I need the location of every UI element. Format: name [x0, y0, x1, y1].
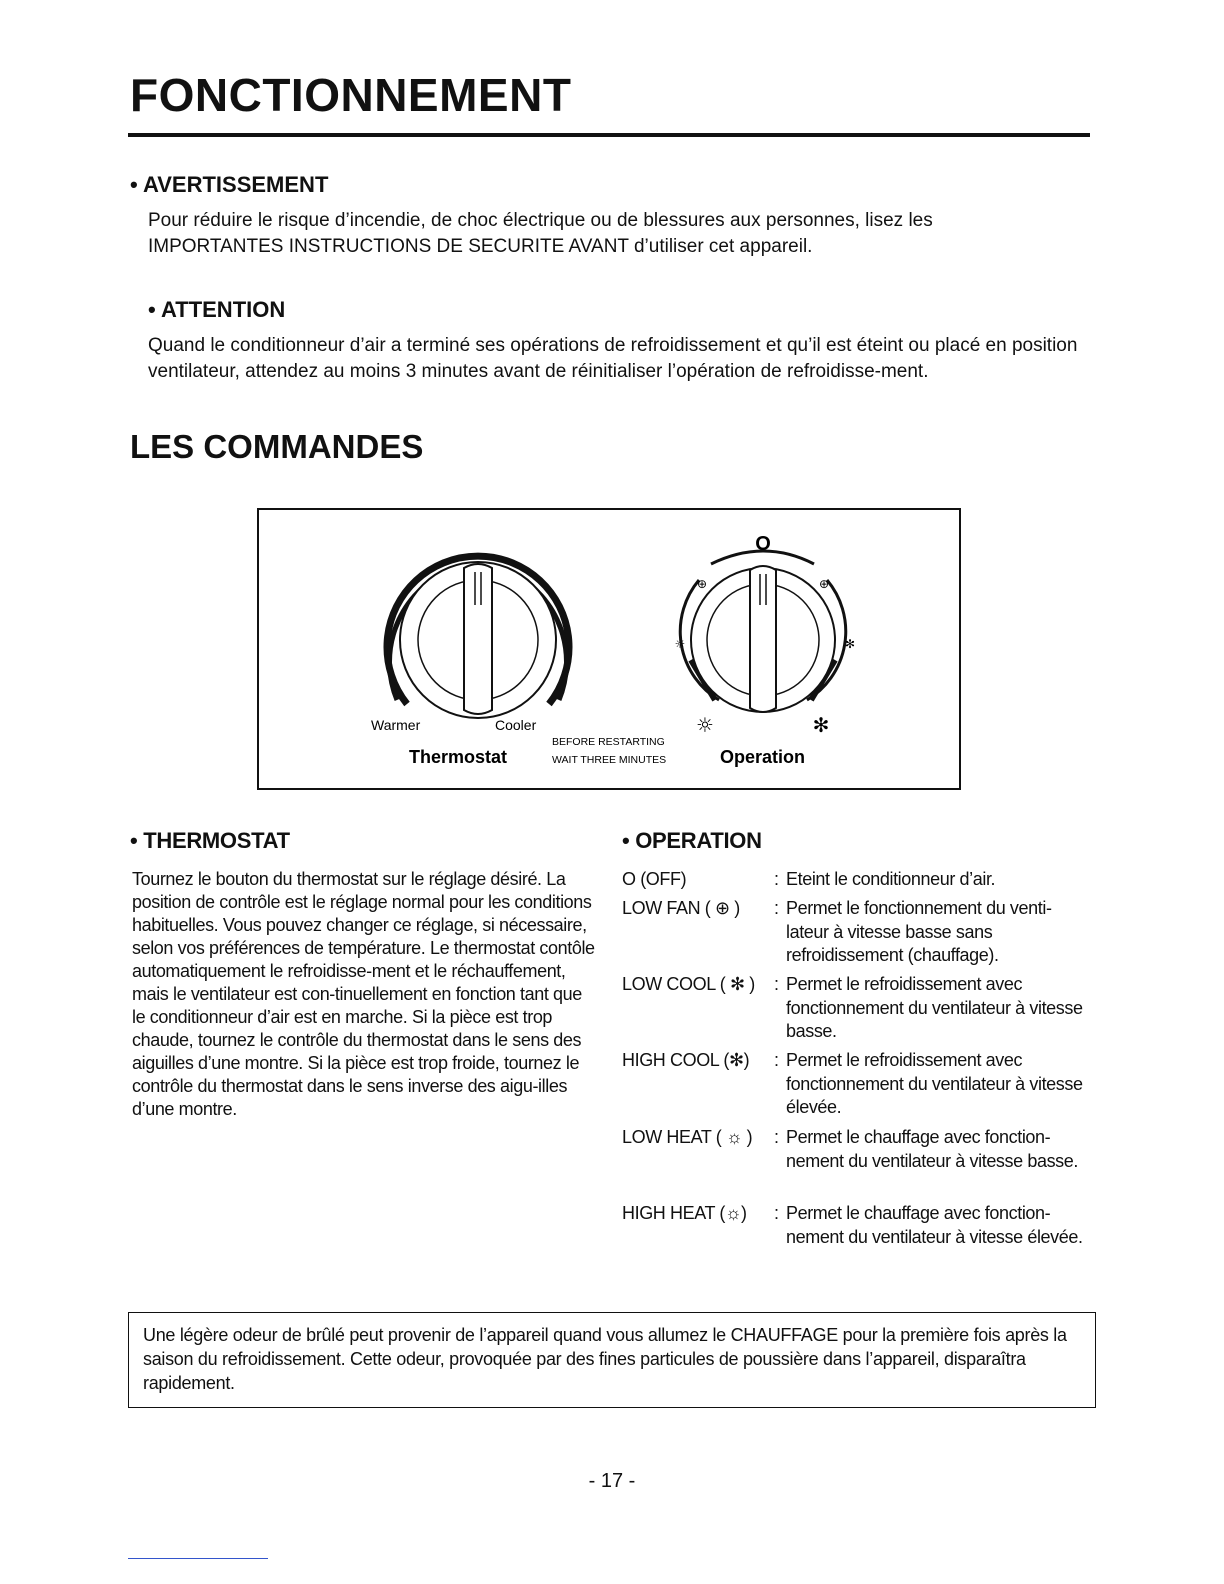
page-title: FONCTIONNEMENT [130, 69, 572, 121]
low-fan-mark-right: ⊕ [818, 577, 830, 591]
warning-heading: • AVERTISSEMENT [130, 172, 329, 197]
mode-label: LOW HEAT ( ☼ ) [622, 1127, 753, 1147]
mode-label: HIGH HEAT (☼) [622, 1203, 747, 1223]
mode-row-low-cool [622, 973, 1092, 1045]
mode-description: Permet le refroidissement avec fonctionnement du ventilateur à vitesse basse. [786, 974, 1083, 1041]
operation-label: Operation [720, 747, 806, 767]
mode-row-low-heat [622, 1126, 1092, 1198]
high-heat-icon: ☼ [696, 713, 714, 737]
attention-heading: • ATTENTION [148, 297, 286, 322]
mode-colon: : [774, 898, 779, 918]
mode-label: LOW FAN ( ⊕ ) [622, 898, 740, 918]
cooler-label: Cooler [495, 717, 537, 733]
mode-description: Permet le chauffage avec fonction-nement du ventilateur à vitesse élevée. [786, 1203, 1083, 1247]
attention-text: Quand le conditionneur d’air a terminé ses opérations de refroidissement et qu’il est éteint ou placé en position ventilateur, attendez au moins 3 minutes avant de réinitialiser l’opération de refroidisse-ment. [148, 335, 1078, 382]
wait-three-minutes-label: WAIT THREE MINUTES [552, 754, 667, 766]
off-mark: O [755, 533, 771, 555]
mode-description: Permet le fonctionnement du venti-lateur à vitesse basse sans refroidissement (chauffage). [786, 898, 1052, 965]
mode-row-high-cool [622, 1049, 1092, 1121]
mode-colon: : [774, 1127, 779, 1147]
mode-row-low-fan [622, 897, 1092, 969]
high-cool-icon: ✻ [812, 713, 830, 737]
thermostat-grip [464, 564, 492, 714]
note-box [128, 1312, 1096, 1408]
mode-colon: : [774, 869, 779, 889]
mode-description: Eteint le conditionneur d’air. [786, 869, 996, 889]
mode-colon: : [774, 974, 779, 994]
before-restarting-label: BEFORE RESTARTING [552, 736, 665, 748]
warmer-label: Warmer [371, 717, 421, 733]
thermostat-heading: • THERMOSTAT [130, 828, 290, 853]
operation-knob [675, 533, 855, 737]
mode-row-off [622, 868, 1092, 892]
mode-colon: : [774, 1050, 779, 1070]
mode-row-high-heat [622, 1202, 1092, 1274]
page-number: - 17 - [588, 1470, 636, 1492]
footer-line [128, 1558, 268, 1559]
low-cool-mark: ✻ [844, 637, 856, 651]
mode-description: Permet le refroidissement avec fonctionnement du ventilateur à vitesse élevée. [786, 1050, 1083, 1117]
operation-heading: • OPERATION [622, 828, 762, 853]
mode-description: Permet le chauffage avec fonction-nement du ventilateur à vitesse basse. [786, 1127, 1078, 1171]
control-panel-diagram [259, 510, 963, 792]
operation-grip [750, 566, 776, 712]
mode-label: HIGH COOL (✻) [622, 1050, 750, 1070]
thermostat-knob [387, 556, 569, 718]
warning-text: Pour réduire le risque d’incendie, de choc électrique ou de blessures aux personnes, lisez les IMPORTANTES INSTRUCTIONS DE SECURITE AVANT d’utiliser cet appareil. [148, 210, 933, 257]
thermostat-text: Tournez le bouton du thermostat sur le réglage désiré. La position de contrôle est le réglage normal pour les conditions habituelles. Vous pouvez changer ce réglage, si nécessaire, selon vos préférences de température. Le thermostat contôle automatiquement le refroidisse-ment et le réchauffement, mais le ventilateur est con-tinuellement en fonction tant que le conditionneur d’air est en marche. Si la pièce est trop chaude, tournez le contrôle du thermostat dans le sens des aiguilles d’une montre. Si la pièce est trop froide, tournez le contrôle du thermostat dans le sens inverse des aigu-illes d’une montre. [132, 869, 595, 1119]
low-fan-mark-left: ⊕ [696, 577, 708, 591]
title-rule [128, 133, 1090, 137]
controls-figure [257, 508, 961, 790]
mode-label: O (OFF) [622, 869, 687, 889]
thermostat-label: Thermostat [409, 747, 508, 767]
mode-colon: : [774, 1203, 779, 1223]
controls-heading: LES COMMANDES [130, 428, 424, 465]
mode-label: LOW COOL ( ✻ ) [622, 974, 755, 994]
note-text: Une légère odeur de brûlé peut provenir de l’appareil quand vous allumez le CHAUFFAGE pour la première fois après la saison du refroidissement. Cette odeur, provoquée par des fines particules de poussière dans l’appareil, disparaîtra rapidement. [143, 1325, 1067, 1393]
low-heat-mark: ☼ [674, 637, 686, 651]
